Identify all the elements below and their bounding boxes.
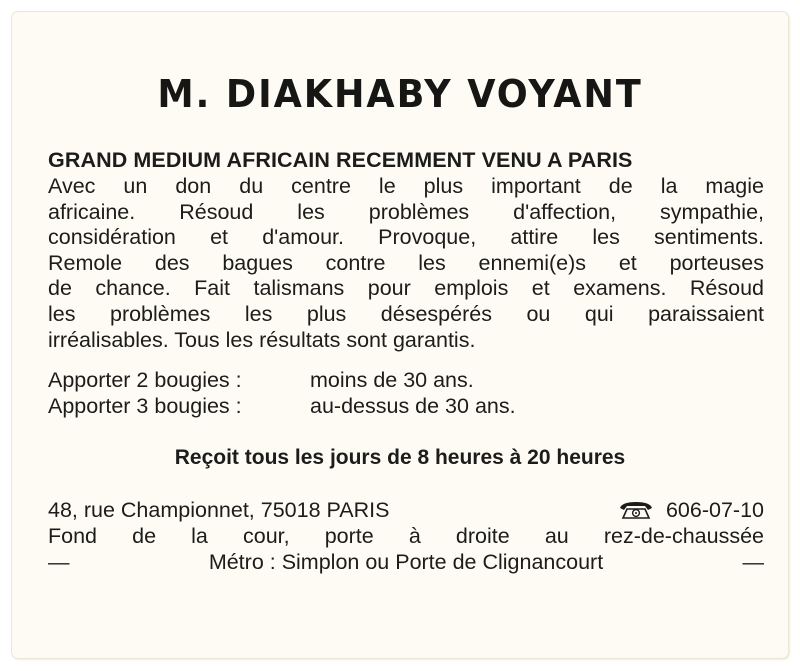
description-paragraph (48, 174, 764, 353)
description-line: irréalisables. Tous les résultats sont garantis. (48, 327, 476, 352)
candle-label: Apporter 3 bougies : (48, 394, 242, 418)
metro-info: Métro : Simplon ou Porte de Clignancourt (208, 550, 604, 574)
description-line: Avec un don du centre le plus important de la magie (48, 174, 764, 198)
candle-row (48, 393, 516, 419)
candle-label: Apporter 2 bougies : (48, 368, 242, 392)
metro-row (48, 549, 764, 575)
directions-text: Fond de la cour, porte à droite au rez-de-chaussée (48, 524, 764, 548)
candle-row (48, 367, 516, 393)
candle-value: moins de 30 ans. (310, 368, 474, 392)
phone-contact (618, 497, 764, 523)
candle-value: au-dessus de 30 ans. (310, 394, 516, 418)
candle-requirements (48, 367, 516, 419)
description-line: considération et d'amour. Provoque, attire les sentiments. (48, 225, 764, 250)
opening-hours: Reçoit tous les jours de 8 heures à 20 heures (174, 446, 626, 469)
description-line: Remole des bagues contre les ennemi(e)s et porteuses (48, 250, 764, 275)
business-card (12, 12, 788, 658)
telephone-icon (618, 500, 654, 520)
card-title: M. DIAKHABY VOYANT (157, 72, 643, 116)
street-address: 48, rue Championnet, 75018 PARIS (48, 498, 390, 522)
address-block (48, 497, 764, 575)
card-subtitle: GRAND MEDIUM AFRICAIN RECEMMENT VENU A PARIS (48, 148, 633, 172)
phone-number: 606-07-10 (665, 498, 764, 522)
description-line: les problèmes les plus désespérés ou qui paraissaient (48, 301, 764, 326)
dash-right: — (742, 550, 764, 574)
description-line: de chance. Fait talismans pour emplois et examens. Résoud (48, 276, 764, 301)
description-line: africaine. Résoud les problèmes d'affection, sympathie, (48, 199, 764, 224)
address-row (48, 497, 764, 523)
dash-left: — (48, 550, 70, 574)
